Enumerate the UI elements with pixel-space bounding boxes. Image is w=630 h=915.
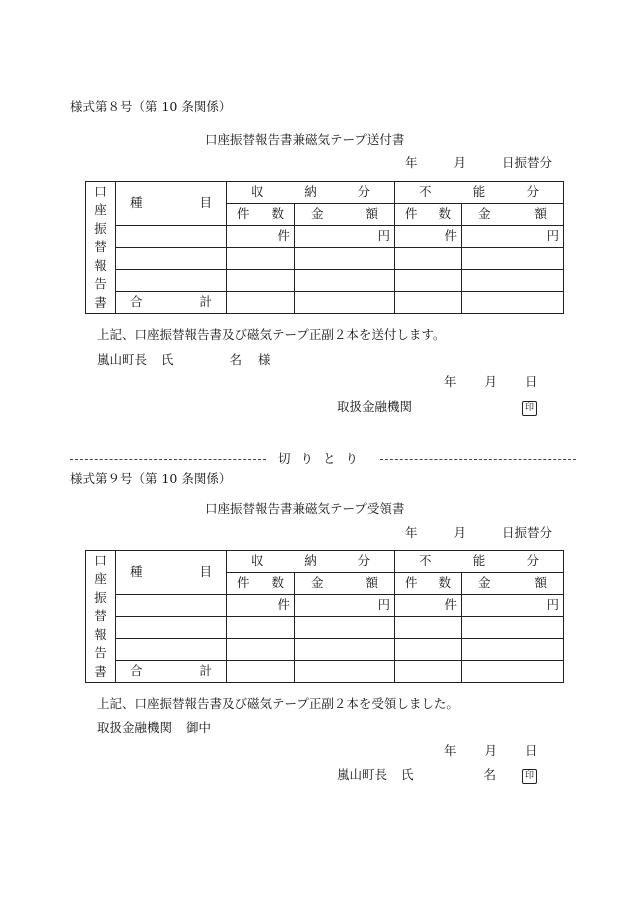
- received-amount-header: 金 額: [295, 573, 395, 595]
- amount-unit: 円: [462, 595, 564, 617]
- amount-unit: 円: [462, 226, 564, 248]
- amount-unit: 円: [295, 226, 395, 248]
- side-label: 口 座 振 替 報 告 書: [86, 551, 116, 683]
- item-header: 種 目: [116, 182, 227, 226]
- form8-title: 口座振替報告書兼磁気テープ送付書: [205, 132, 405, 147]
- form8-sender: 取扱金融機関: [337, 399, 413, 414]
- failed-amount-header: 金 額: [462, 204, 564, 226]
- cut-line: [70, 453, 576, 466]
- received-count-header: 件 数: [227, 573, 295, 595]
- total-label: 合 計: [116, 292, 227, 314]
- form9-date-block: 年 月 日: [444, 743, 538, 758]
- seal-mark: 印: [522, 401, 537, 416]
- total-row: [86, 292, 564, 314]
- form9-statement: 上記、口座振替報告書及び磁気テープ正副２本を受領しました。: [97, 696, 459, 711]
- table-row: [86, 617, 564, 639]
- seal-mark: 印: [522, 769, 537, 784]
- failed-count-header: 件 数: [395, 204, 462, 226]
- failed-header: 不 能 分: [395, 182, 564, 204]
- side-label: 口 座 振 替 報 告 書: [86, 182, 116, 314]
- count-unit: 件: [227, 226, 295, 248]
- form8-date-line: 年 月 日振替分: [405, 155, 552, 170]
- table-row: [86, 226, 564, 248]
- received-amount-header: 金 額: [295, 204, 395, 226]
- count-unit: 件: [395, 595, 462, 617]
- form9-sender: 嵐山町長 氏 名: [337, 767, 497, 782]
- count-unit: 件: [395, 226, 462, 248]
- total-label: 合 計: [116, 661, 227, 683]
- form8-date-block: 年 月 日: [444, 374, 538, 389]
- form9-date-line: 年 月 日振替分: [405, 525, 552, 540]
- failed-count-header: 件 数: [395, 573, 462, 595]
- count-unit: 件: [227, 595, 295, 617]
- form9-heading: 様式第９号（第 10 条関係）: [70, 471, 232, 486]
- form9-report-table: [85, 550, 564, 683]
- form8-heading: 様式第８号（第 10 条関係）: [70, 99, 232, 114]
- item-header: 種 目: [116, 551, 227, 595]
- cut-line-label: 切りとり: [278, 451, 369, 466]
- total-row: [86, 661, 564, 683]
- table-row: [86, 595, 564, 617]
- failed-header: 不 能 分: [395, 551, 564, 573]
- form9-addressee: 取扱金融機関 御中: [97, 720, 212, 735]
- received-header: 収 納 分: [227, 182, 395, 204]
- table-row: [86, 248, 564, 270]
- table-row: [86, 639, 564, 661]
- received-count-header: 件 数: [227, 204, 295, 226]
- form8-statement: 上記、口座振替報告書及び磁気テープ正副２本を送付します。: [97, 327, 446, 342]
- form8-report-table: [85, 181, 564, 314]
- form9-title: 口座振替報告書兼磁気テープ受領書: [205, 501, 405, 516]
- received-header: 収 納 分: [227, 551, 395, 573]
- table-row: [86, 270, 564, 292]
- failed-amount-header: 金 額: [462, 573, 564, 595]
- amount-unit: 円: [295, 595, 395, 617]
- form8-addressee: 嵐山町長 氏 名 様: [97, 352, 271, 367]
